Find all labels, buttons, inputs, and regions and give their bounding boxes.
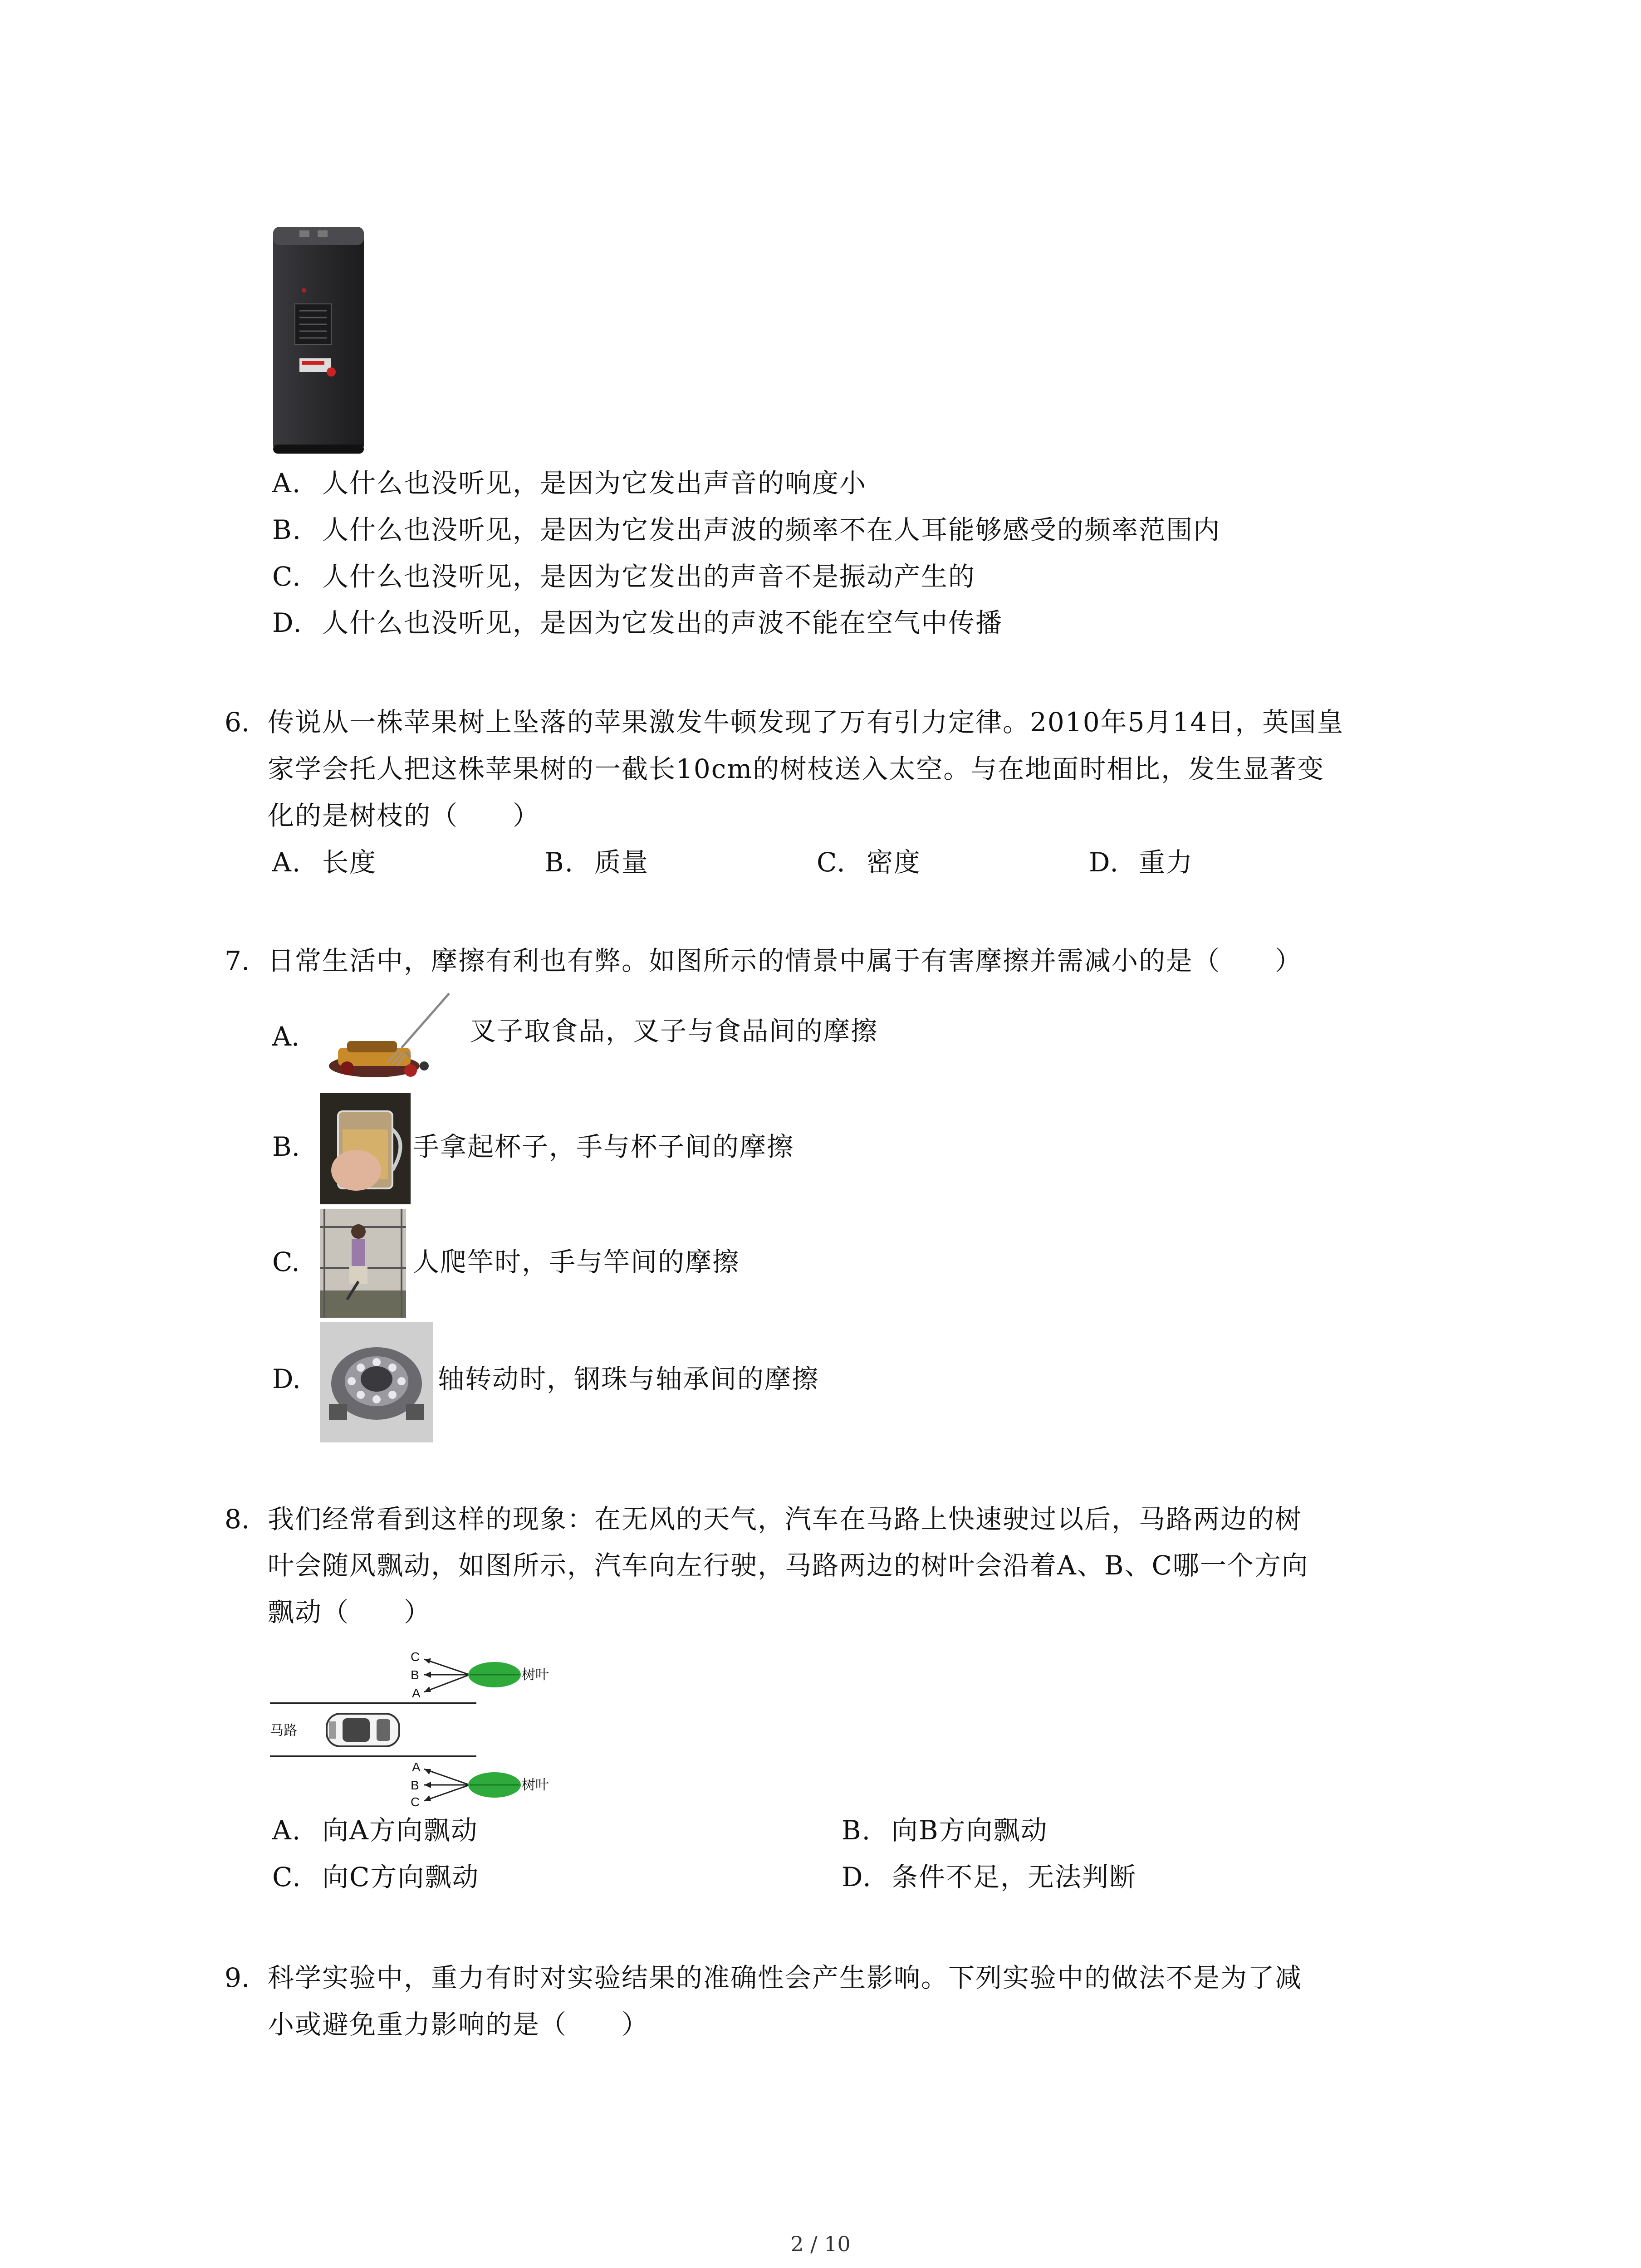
q8-option-a (272, 1814, 478, 1846)
q8-option-c-text: 向C方向飘动 (322, 1862, 480, 1892)
q5-option-d (272, 607, 1003, 639)
hand-cup-image (320, 1093, 411, 1204)
q6-option-d-text: 重力 (1139, 847, 1194, 878)
q7-option-b-label: B. (272, 1131, 300, 1162)
q7-option-a-label: A. (272, 1021, 300, 1052)
top-letter-a: A (412, 1686, 421, 1700)
q7-option-b-text: 手拿起杯子，手与杯子间的摩擦 (413, 1131, 794, 1162)
q5-option-b-text: 人什么也没听见，是因为它发出声波的频率不在人耳能够感受的频率范围内 (322, 514, 1221, 545)
q6-option-b-text: 质量 (594, 847, 649, 878)
q6-option-b (544, 846, 649, 878)
q6-stem-line-3: 化的是树枝的（ ） (268, 800, 540, 831)
top-letter-c: C (411, 1650, 420, 1664)
q8-option-b-label: B. (842, 1815, 872, 1846)
q5-option-d-label: D. (272, 607, 303, 638)
q6-option-a-text: 长度 (322, 847, 377, 878)
fork-food-image (320, 989, 465, 1089)
q8-stem-line-2: 叶会随风飘动，如图所示，汽车向左行驶，马路两边的树叶会沿着A、B、C哪一个方向 (268, 1550, 1309, 1581)
top-leaf-label: 树叶 (522, 1667, 549, 1682)
q7-option-d-text: 轴转动时，钢珠与轴承间的摩擦 (438, 1364, 819, 1394)
q6-option-c-label: C. (817, 847, 846, 878)
car-icon (327, 1714, 399, 1746)
q5-option-c-label: C. (272, 561, 302, 592)
q6-option-c (817, 846, 921, 878)
q8-option-d (842, 1861, 1136, 1893)
bearing-image (320, 1322, 433, 1442)
top-letter-b: B (411, 1668, 419, 1682)
q8-option-d-label: D. (842, 1862, 872, 1892)
q6-stem-line-2: 家学会托人把这株苹果树的一截长10cm的树枝送入太空。与在地面时相比，发生显著变 (268, 753, 1325, 784)
bottom-letter-b: B (411, 1778, 419, 1792)
q8-stem-line-1: 我们经常看到这样的现象：在无风的天气，汽车在马路上快速驶过以后，马路两边的树 (268, 1504, 1303, 1535)
q5-option-d-text: 人什么也没听见，是因为它发出的声波不能在空气中传播 (322, 607, 1003, 638)
q9-stem-line-1: 科学实验中，重力有时对实验结果的准确性会产生影响。下列实验中的做法不是为了减 (268, 1962, 1303, 1993)
q5-option-c-text: 人什么也没听见，是因为它发出的声音不是振动产生的 (322, 561, 976, 592)
top-leaf-icon (468, 1662, 521, 1687)
q9-stem-line-2: 小或避免重力影响的是（ ） (268, 2009, 649, 2040)
q9-number: 9. (225, 1962, 250, 1993)
q7-stem: 日常生活中，摩擦有利也有弊。如图所示的情景中属于有害摩擦并需减小的是（ ） (268, 945, 1303, 976)
q5-option-a (272, 467, 867, 499)
q7-option-d-label: D. (272, 1364, 301, 1394)
q8-option-b-text: 向B方向飘动 (892, 1815, 1048, 1846)
q6-option-a-label: A. (272, 847, 302, 878)
q7-option-c-label: C. (272, 1246, 300, 1277)
pole-climb-image (320, 1209, 406, 1318)
q6-stem-line-1: 传说从一株苹果树上坠落的苹果激发牛顿发现了万有引力定律。2010年5月14日，英国皇 (268, 707, 1344, 738)
q5-option-b-label: B. (272, 514, 302, 545)
q7-option-a-text: 叉子取食品，叉子与食品间的摩擦 (470, 1016, 878, 1046)
bottom-letter-a: A (412, 1760, 421, 1774)
q8-option-c-label: C. (272, 1862, 302, 1892)
q6-number: 6. (225, 707, 250, 738)
ultrasonic-device-image (268, 222, 372, 467)
q7-number: 7. (225, 945, 250, 976)
q8-option-d-text: 条件不足，无法判断 (892, 1862, 1137, 1892)
q6-option-c-text: 密度 (867, 847, 921, 878)
q6-option-d-label: D. (1089, 847, 1119, 878)
q6-option-a (272, 846, 377, 878)
road-leaf-diagram (268, 1642, 567, 1814)
q7-option-c-text: 人爬竿时，手与竿间的摩擦 (413, 1246, 740, 1277)
q5-option-b (272, 514, 1220, 546)
bottom-letter-c: C (411, 1795, 420, 1809)
q8-option-b (842, 1814, 1048, 1846)
bottom-leaf-icon (468, 1772, 521, 1798)
page-number: 2 / 10 (790, 2232, 851, 2256)
q8-number: 8. (225, 1504, 250, 1535)
q5-option-a-label: A. (272, 468, 302, 499)
q6-option-b-label: B. (544, 847, 574, 878)
road-label: 马路 (270, 1723, 297, 1738)
q6-option-d (1089, 846, 1193, 878)
q8-option-a-text: 向A方向飘动 (322, 1815, 478, 1846)
q8-stem-line-3: 飘动（ ） (268, 1597, 431, 1628)
q8-option-a-label: A. (272, 1815, 302, 1846)
q8-option-c (272, 1861, 479, 1893)
q5-option-c (272, 561, 975, 592)
q5-option-a-text: 人什么也没听见，是因为它发出声音的响度小 (322, 468, 867, 499)
bottom-leaf-label: 树叶 (522, 1778, 549, 1793)
